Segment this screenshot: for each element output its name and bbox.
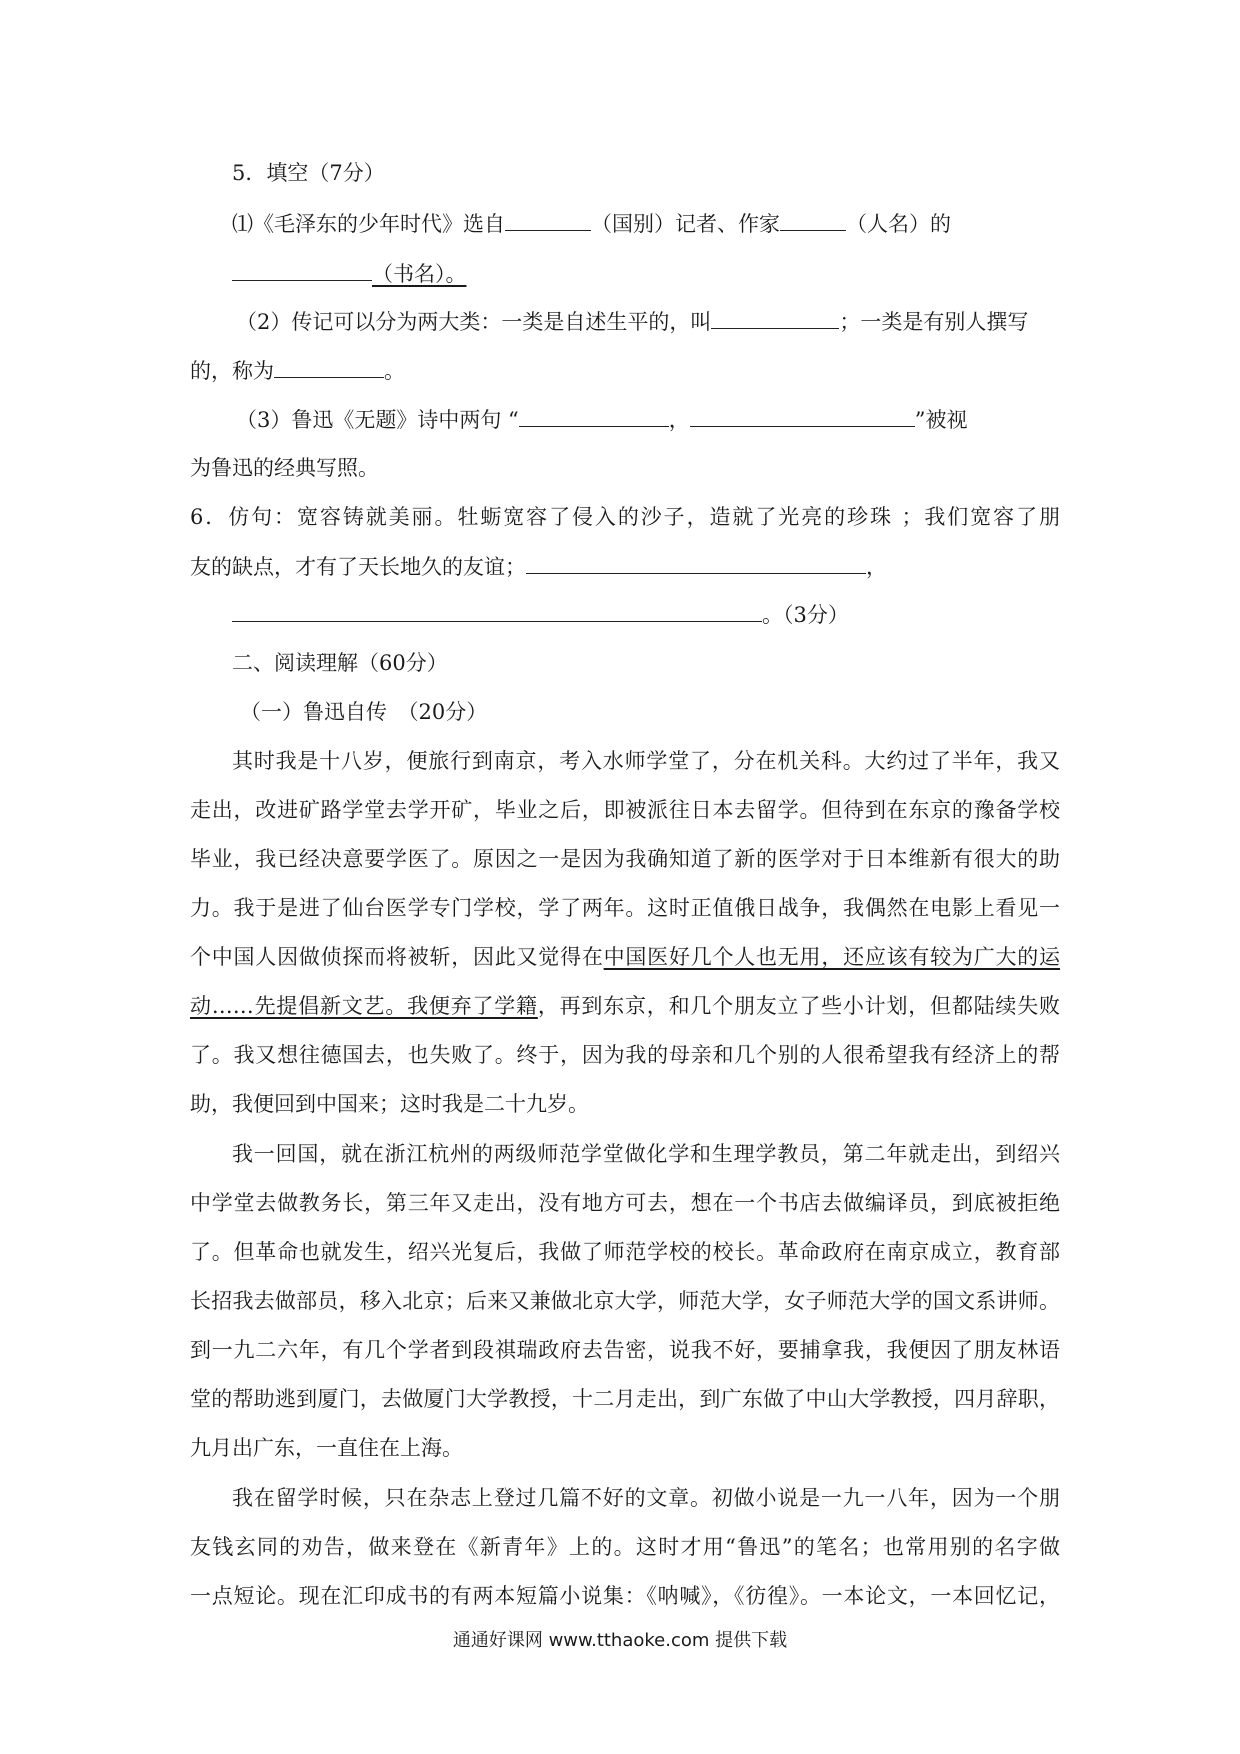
q6-line2 bbox=[190, 551, 887, 581]
blank-poem-line2[interactable] bbox=[690, 404, 915, 427]
q6-line2-prefix: 友的缺点，才有了天长地久的友谊； bbox=[190, 555, 526, 579]
passage-p2-line7: 九月出广东，一直住在上海。 bbox=[190, 1436, 463, 1460]
blank-author-name[interactable] bbox=[780, 208, 846, 231]
q6-line2-end: ， bbox=[866, 555, 887, 579]
passage-p2-line3: 了。但革命也就发生，绍兴光复后，我做了师范学校的校长。革命政府在南京成立，教育部 bbox=[190, 1240, 1060, 1264]
q5-item1-tail: （书名）。 bbox=[372, 262, 467, 286]
q5-item3-comma: ， bbox=[668, 408, 690, 432]
underlined-sentence-part1: 中国医好几个人也无用，还应该有较为广大的运 bbox=[603, 945, 1061, 969]
passage-p2-line5: 到一九二六年，有几个学者到段祺瑞政府去告密，说我不好，要捕拿我，我便因了朋友林语 bbox=[190, 1338, 1060, 1362]
q5-item2-line2 bbox=[190, 355, 405, 385]
q6-line3 bbox=[232, 599, 849, 629]
blank-biography[interactable] bbox=[274, 355, 384, 378]
q5-item1-mid2: （人名）的 bbox=[846, 212, 951, 236]
page-footer: 通通好课网 www.tthaoke.com 提供下载 bbox=[452, 1630, 788, 1651]
passage-p1-line6 bbox=[190, 991, 1060, 1021]
q5-item2-line2-end: 。 bbox=[384, 359, 405, 383]
passage-p2-line6: 堂的帮助逃到厦门，去做厦门大学教授，十二月走出，到广东做了中山大学教授，四月辞职， bbox=[190, 1387, 1060, 1411]
passage-p3-line3: 一点短论。现在汇印成书的有两本短篇小说集：《呐喊》，《彷徨》。一本论文，一本回忆记， bbox=[190, 1584, 1060, 1608]
q5-item1 bbox=[232, 208, 951, 238]
passage-p1-line2: 走出，改进矿路学堂去学开矿，毕业之后，即被派往日本去留学。但待到在东京的豫备学校 bbox=[190, 798, 1060, 822]
passage-p1-line4: 力。我于是进了仙台医学专门学校，学了两年。这时正值俄日战争，我偶然在电影上看见一 bbox=[190, 896, 1060, 920]
passage-p1-line8: 助，我便回到中国来；这时我是二十九岁。 bbox=[190, 1092, 589, 1116]
blank-autobiography[interactable] bbox=[711, 306, 839, 329]
passage-p1-line7: 了。我又想往德国去，也失败了。终于，因为我的母亲和几个别的人很希望我有经济上的帮 bbox=[190, 1043, 1060, 1067]
q5-item3 bbox=[236, 404, 968, 434]
blank-imitation-1[interactable] bbox=[526, 551, 866, 574]
q5-title: 5．填空（7分） bbox=[232, 161, 385, 185]
section2-title: 二、阅读理解（60分） bbox=[232, 651, 448, 675]
q5-item1-prefix: ⑴《毛泽东的少年时代》选自 bbox=[232, 212, 505, 236]
passage-p1-line1: 其时我是十八岁，便旅行到南京，考入水师学堂了，分在机关科。大约过了半年，我又 bbox=[232, 749, 1060, 773]
passage-p2-line1: 我一回国，就在浙江杭州的两级师范学堂做化学和生理学教员，第二年就走出，到绍兴 bbox=[232, 1142, 1060, 1166]
q6-line3-end: 。（3分） bbox=[762, 603, 849, 627]
blank-book-name[interactable] bbox=[232, 258, 372, 281]
passage-p1-line5 bbox=[190, 942, 1060, 972]
passage-p2-line2: 中学堂去做教务长，第三年又走出，没有地方可去，想在一个书店去做编译员，到底被拒绝 bbox=[190, 1191, 1060, 1215]
q5-item2-mid: ；一类是有别人撰写 bbox=[839, 310, 1029, 334]
q5-item2-prefix: （2）传记可以分为两大类：一类是自述生平的，叫 bbox=[236, 310, 712, 334]
blank-country[interactable] bbox=[505, 208, 591, 231]
passage-p1-line3: 毕业，我已经决意要学医了。原因之一是因为我确知道了新的医学对于日本维新有很大的助 bbox=[190, 847, 1060, 871]
q5-item3-suffix: ”被视 bbox=[914, 408, 968, 432]
q5-item2 bbox=[236, 306, 1028, 336]
q5-item1-line2 bbox=[232, 258, 467, 288]
underlined-sentence-part2: 动……先提倡新文艺。我便弃了学籍 bbox=[190, 994, 538, 1018]
q5-item3-line2: 为鲁迅的经典写照。 bbox=[190, 456, 379, 480]
passage-p1-line6-b: ，再到东京，和几个朋友立了些小计划，但都陆续失败 bbox=[537, 994, 1060, 1018]
q5-item3-prefix: （3）鲁迅《无题》诗中两句 “ bbox=[236, 408, 519, 432]
passage-p1-line5-a: 个中国人因做侦探而将被斩，因此又觉得在 bbox=[190, 945, 604, 969]
passage-p3-line1: 我在留学时候，只在杂志上登过几篇不好的文章。初做小说是一九一八年，因为一个朋 bbox=[232, 1486, 1060, 1510]
q5-item1-mid1: （国别）记者、作家 bbox=[591, 212, 780, 236]
blank-poem-line1[interactable] bbox=[519, 404, 669, 427]
section2-sub1: （一）鲁迅自传 （20分） bbox=[240, 700, 488, 724]
blank-imitation-2[interactable] bbox=[232, 599, 762, 622]
passage-p3-line2: 友钱玄同的劝告，做来登在《新青年》上的。这时才用“鲁迅”的笔名；也常用别的名字做 bbox=[190, 1535, 1060, 1559]
q5-item2-line2-prefix: 的，称为 bbox=[190, 359, 274, 383]
passage-p2-line4: 长招我去做部员，移入北京；后来又兼做北京大学，师范大学，女子师范大学的国文系讲师。 bbox=[190, 1289, 1060, 1313]
q6-line1: 6．仿句：宽容铸就美丽。牡蛎宽容了侵入的沙子，造就了光亮的珍珠 ；我们宽容了朋 bbox=[190, 505, 1060, 529]
